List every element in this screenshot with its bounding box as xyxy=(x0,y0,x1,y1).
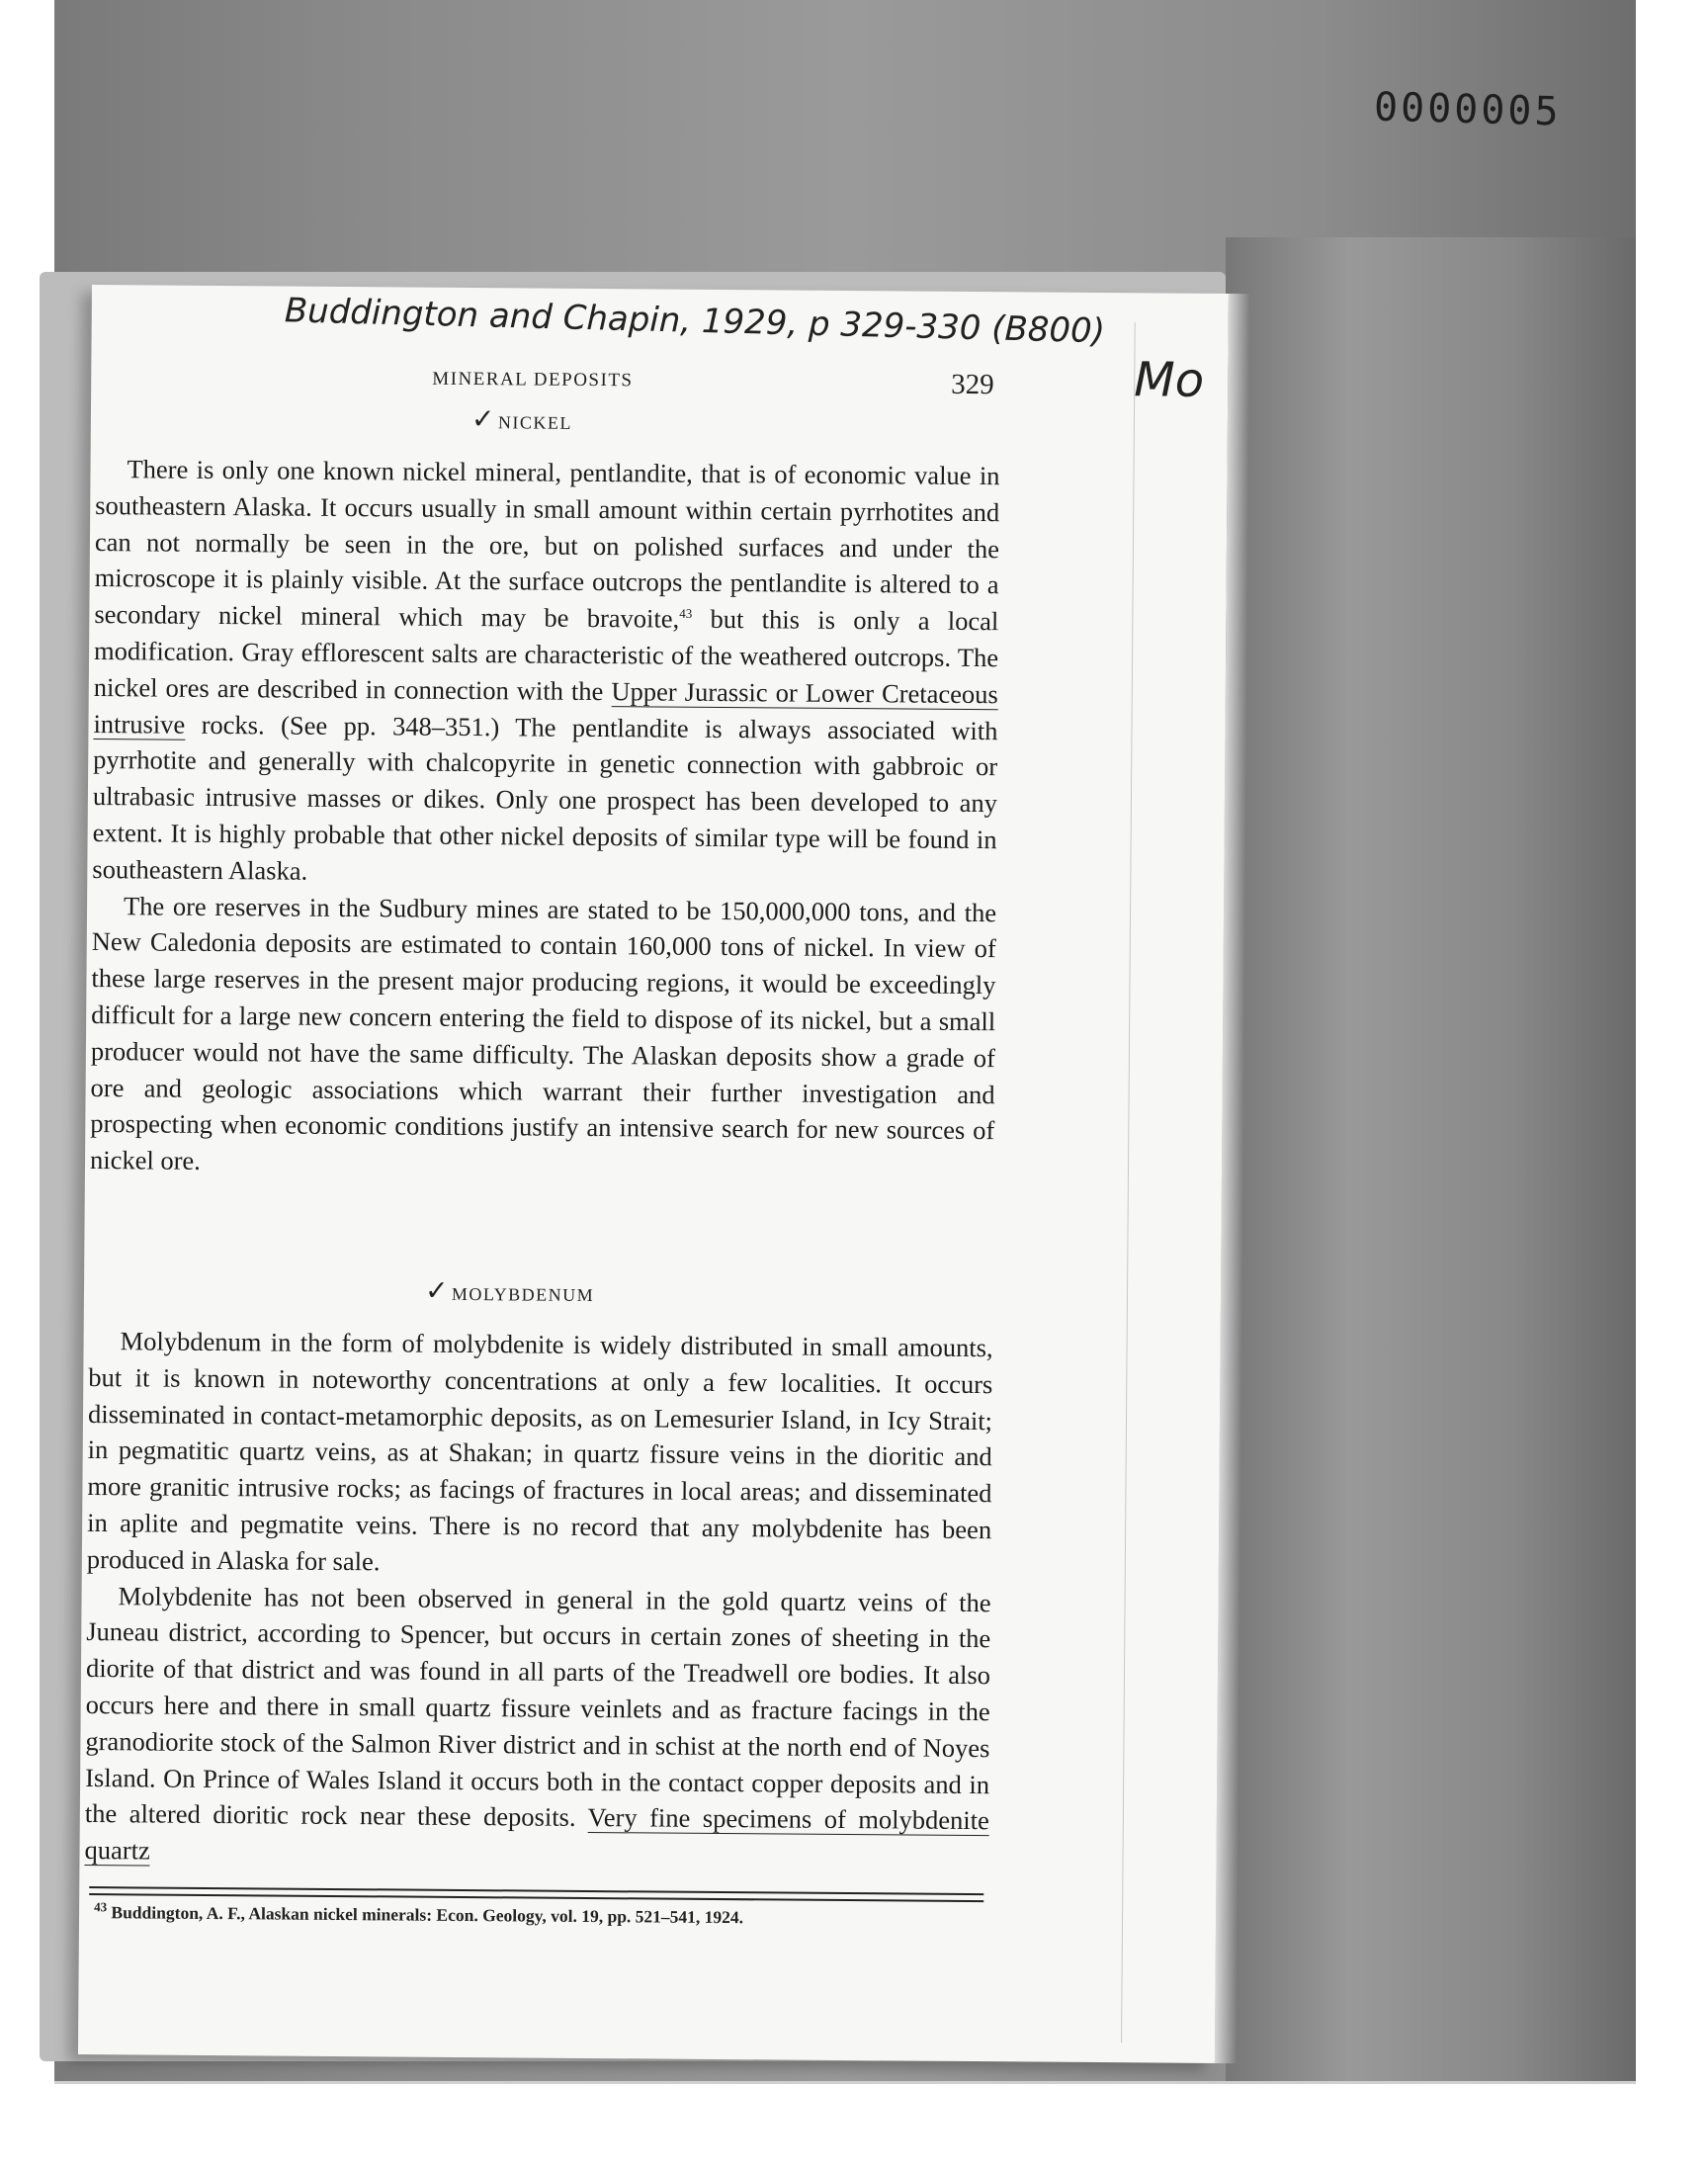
paragraph: The ore reserves in the Sudbury mines are stated to be 150,000,000 tons, and the New Caledonia deposits are estimated to contain 160,000 tons of nickel. In view of these large reserves in the present major producing regions, it would be exceedingly difficult for a large new concern entering the field to dispose of its nickel, but a small producer would not have the same difficulty. The Alaskan deposits show a grade of ore and geologic associations which warrant their further investigation and prospecting when economic conditions justify an intensive search for new sources of nickel ore. xyxy=(89,890,997,1176)
check-mark-icon: ✓ xyxy=(470,402,497,436)
paragraph xyxy=(92,451,999,895)
nickel-section-body xyxy=(90,451,1000,1185)
footnote-text: Buddington, A. F., Alaskan nickel minerals: Econ. Geology, vol. 19, pp. 521–541, 1924. xyxy=(106,1902,744,1928)
footnote xyxy=(94,1899,744,1928)
check-mark-icon: ✓ xyxy=(424,1273,451,1307)
underlined-text: Very fine specimens of molybdenite quartz xyxy=(84,1802,989,1866)
paragraph-text: rocks. (See pp. 348–351.) The pentlandite is always associated with pyrrhotite and generally with chalcopyrite in genetic connection with gabbroic or ultrabasic intrusive masses or dikes. Only one prospect has been developed to any extent. It is highly probable that other nickel deposits of similar type will be found in southeastern Alaska. xyxy=(92,709,998,886)
paragraph xyxy=(84,1578,990,1876)
handwritten-margin-note: Mo xyxy=(1134,352,1205,408)
paragraph: Molybdenum in the form of molybdenite is widely distributed in small amounts, but it is known in noteworthy concentrations at only a few localities. It occurs disseminated in contact-metamorphic deposits, as on Lemesurier Island, in Icy Strait; in pegmatitic quartz veins, as at Shakan; in quartz fissure veins in the dioritic and more granitic intrusive rocks; as facings of fractures in local areas; and disseminated in aplite and pegmatite veins. There is no record that any molybdenite has been produced in Alaska for sale. xyxy=(86,1326,993,1577)
page-edge-line xyxy=(1121,322,1136,2043)
section-heading-nickel xyxy=(471,402,572,436)
underlined-text: Upper Jurassic or Lower Cretaceous intrusive xyxy=(93,675,998,740)
section-heading-molybdenum xyxy=(425,1274,594,1308)
scan-background-shadow xyxy=(1226,237,1636,2081)
footnote-reference: 43 xyxy=(679,606,693,622)
paragraph-text: but this is only a local modification. Gray efflorescent salts are characteristic of the weathered outcrops. The nickel ores are described in connection with the xyxy=(93,603,999,706)
running-head: MINERAL DEPOSITS xyxy=(432,368,634,392)
page-number: 329 xyxy=(951,368,994,401)
paragraph-text: There is only one known nickel mineral, pentlandite, that is of economic value in southeastern Alaska. It occurs usually in small amount within certain pyrrhotites and can not normally be seen in the ore, but on polished surfaces and under the microscope it is plainly visible. At the surface outcrops the pentlandite is altered to a secondary nickel mineral which may be bravoite, xyxy=(94,454,1000,634)
document-page xyxy=(78,285,1229,2063)
heading-label: MOLYBDENUM xyxy=(451,1283,595,1306)
document-number-stamp: 0000005 xyxy=(1373,84,1563,135)
footnote-rule xyxy=(89,1886,983,1902)
handwritten-citation: Buddington and Chapin, 1929, p 329-330 (B800) xyxy=(284,291,1106,352)
molybdenum-section-body xyxy=(84,1323,992,1875)
paragraph-text: Molybdenite has not been observed in general in the gold quartz veins of the Juneau district, according to Spencer, but occurs in certain zones of sheeting in the diorite of that district and was found in all parts of the Treadwell ore bodies. It also occurs here and there in small quartz fissure veinlets and as fracture facings in the granodiorite stock of the Salmon River district and in schist at the north end of Noyes Island. On Prince of Wales Island it occurs both in the contact copper deposits and in the altered dioritic rock near these deposits. xyxy=(84,1580,991,1833)
heading-label: NICKEL xyxy=(497,412,572,433)
footnote-marker: 43 xyxy=(94,1899,108,1915)
scan-bottom-edge xyxy=(54,2081,1636,2084)
